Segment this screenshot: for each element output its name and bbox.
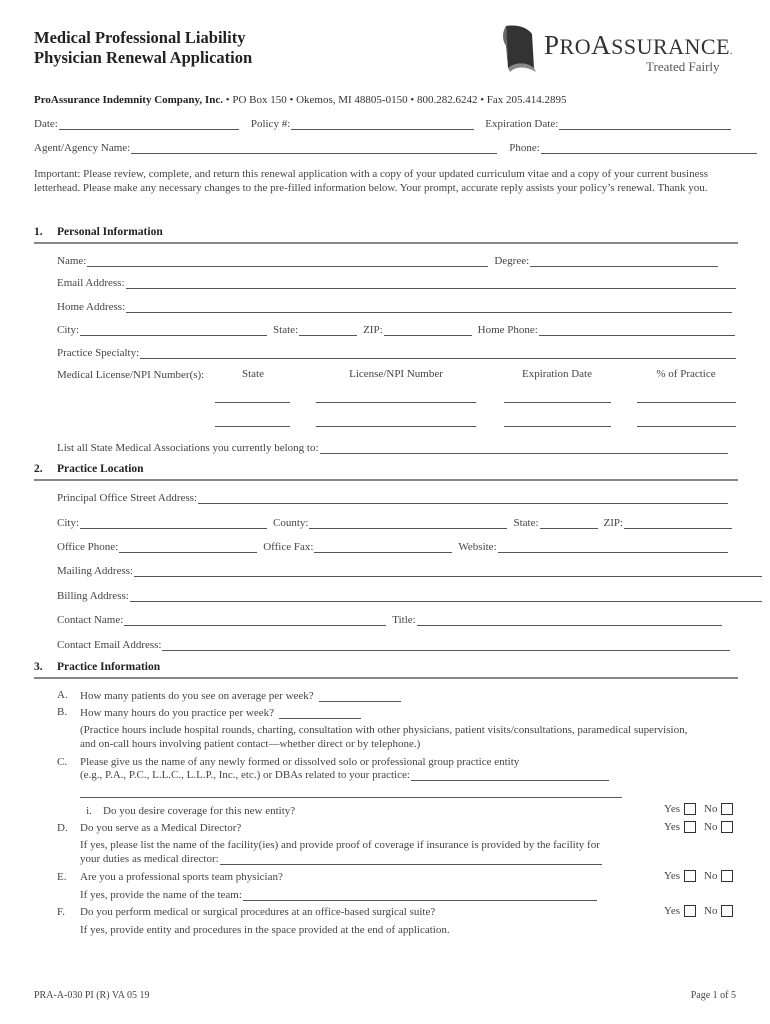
proassurance-logo <box>498 22 748 82</box>
page-number: Page 1 of 5 <box>690 990 736 1001</box>
associations-field[interactable] <box>320 442 728 454</box>
hours-per-week-field[interactable] <box>279 707 361 719</box>
section-2-title: Practice Location <box>57 463 144 475</box>
question-e-letter: E. <box>57 871 67 883</box>
date-field[interactable] <box>59 118 239 130</box>
question-d-no-label: No <box>704 821 718 833</box>
question-f-no-checkbox[interactable] <box>721 905 733 917</box>
date-row <box>34 116 731 130</box>
title-line-2: Physician Renewal Application <box>34 48 253 67</box>
title-field[interactable] <box>417 614 722 626</box>
office-phone-field[interactable] <box>119 541 257 553</box>
city-field-1[interactable] <box>80 324 267 336</box>
specialty-label: Practice Specialty: <box>57 347 140 359</box>
company-info <box>34 94 567 106</box>
section-1-title: Personal Information <box>57 226 163 238</box>
zip-field-2[interactable] <box>624 517 732 529</box>
question-ci-yes-label: Yes <box>664 803 681 815</box>
question-f-letter: F. <box>57 906 65 918</box>
state-field-1[interactable] <box>299 324 357 336</box>
question-d-note-2: your duties as medical director: <box>80 853 219 865</box>
license-number-field-2[interactable] <box>316 425 476 427</box>
zip-label-2: ZIP: <box>603 517 624 529</box>
question-d-letter: D. <box>57 822 68 834</box>
patients-per-week-field[interactable] <box>319 690 401 702</box>
office-address-row <box>57 490 728 504</box>
office-fax-label: Office Fax: <box>263 541 314 553</box>
degree-label: Degree: <box>494 255 530 267</box>
question-f-text: Do you perform medical or surgical procedures at an office-based surgical suite? <box>80 906 436 918</box>
policy-label: Policy #: <box>250 118 291 130</box>
question-e-no-label: No <box>704 870 718 882</box>
team-name-field[interactable] <box>243 889 597 901</box>
question-ci-no-checkbox[interactable] <box>721 803 733 815</box>
city-label-1: City: <box>57 324 80 336</box>
title-label: Title: <box>392 614 416 626</box>
expiration-field[interactable] <box>559 118 731 130</box>
date-label: Date: <box>34 118 58 130</box>
home-phone-field[interactable] <box>539 324 735 336</box>
license-expiration-field-2[interactable] <box>504 425 611 427</box>
county-field[interactable] <box>309 517 507 529</box>
question-d-note-1: If yes, please list the name of the facility(ies) and provide proof of coverage if insurance is provided by the facility for <box>80 839 600 851</box>
question-ci-no-label: No <box>704 803 718 815</box>
license-number-field-1[interactable] <box>316 401 476 403</box>
city-row-1 <box>57 322 735 336</box>
license-col-expiration: Expiration Date <box>522 368 592 380</box>
office-address-field[interactable] <box>198 492 728 504</box>
zip-label-1: ZIP: <box>363 324 383 336</box>
section-2-number: 2. <box>34 463 43 475</box>
state-label-1: State: <box>273 324 299 336</box>
question-e-row <box>80 887 597 901</box>
question-c-text-2: (e.g., P.A., P.C., L.L.C., L.L.P., Inc., etc.) or DBAs related to your practice: <box>80 769 410 781</box>
section-3-title: Practice Information <box>57 661 161 673</box>
mailing-label: Mailing Address: <box>57 565 134 577</box>
question-e-yes-label: Yes <box>664 870 681 882</box>
agent-field[interactable] <box>131 142 497 154</box>
question-ci-text: Do you desire coverage for this new entity? <box>103 805 296 817</box>
question-d-yes-checkbox[interactable] <box>684 821 696 833</box>
mailing-row <box>57 563 762 577</box>
form-code: PRA-A-030 PI (R) VA 05 19 <box>34 990 150 1001</box>
city-row-2 <box>57 515 732 529</box>
website-label: Website: <box>458 541 497 553</box>
section-2-header <box>34 463 738 481</box>
section-1-header <box>34 226 738 244</box>
office-phone-label: Office Phone: <box>57 541 119 553</box>
license-label: Medical License/NPI Number(s): <box>57 369 205 381</box>
question-ci-options <box>664 803 741 815</box>
license-col-number: License/NPI Number <box>349 368 443 380</box>
medical-director-field[interactable] <box>220 853 602 865</box>
license-col-state: State <box>242 368 264 380</box>
license-percent-field-1[interactable] <box>637 401 736 403</box>
question-a-letter: A. <box>57 689 68 701</box>
expiration-label: Expiration Date: <box>485 118 559 130</box>
city-label-2: City: <box>57 517 80 529</box>
entity-name-field[interactable] <box>411 769 609 781</box>
home-address-row <box>57 299 732 313</box>
agent-label: Agent/Agency Name: <box>34 142 131 154</box>
website-field[interactable] <box>498 541 728 553</box>
question-b-letter: B. <box>57 706 68 718</box>
question-f-note: If yes, provide entity and procedures in the space provided at the end of application. <box>80 924 450 936</box>
associations-row <box>57 440 728 454</box>
phone-field[interactable] <box>541 142 757 154</box>
email-field[interactable] <box>126 277 736 289</box>
degree-field[interactable] <box>530 255 718 267</box>
question-e-text: Are you a professional sports team physician? <box>80 871 283 883</box>
section-3-header <box>34 661 738 679</box>
contact-name-field[interactable] <box>124 614 386 626</box>
question-b-row <box>80 705 361 719</box>
contact-email-row <box>57 637 730 651</box>
license-col-percent: % of Practice <box>656 368 716 380</box>
question-d-no-checkbox[interactable] <box>721 821 733 833</box>
logo-tagline: Treated Fairly <box>646 59 720 74</box>
office-phone-row <box>57 539 728 553</box>
question-e-options <box>664 870 741 882</box>
entity-name-field-2[interactable] <box>80 796 622 798</box>
question-ci-yes-checkbox[interactable] <box>684 803 696 815</box>
city-field-2[interactable] <box>80 517 267 529</box>
question-ci-letter: i. <box>86 805 92 817</box>
contact-row <box>57 612 722 626</box>
email-label: Email Address: <box>57 277 125 289</box>
name-field[interactable] <box>87 255 488 267</box>
email-row <box>57 275 736 289</box>
question-d-text: Do you serve as a Medical Director? <box>80 822 242 834</box>
title-line-1: Medical Professional Liability <box>34 28 246 47</box>
question-a-text: How many patients do you see on average per week? <box>80 690 314 702</box>
billing-row <box>57 588 762 602</box>
state-label-2: State: <box>513 517 539 529</box>
question-e-no-checkbox[interactable] <box>721 870 733 882</box>
billing-label: Billing Address: <box>57 590 129 602</box>
section-1-number: 1. <box>34 226 43 238</box>
specialty-field[interactable] <box>140 347 736 359</box>
billing-field[interactable] <box>130 590 762 602</box>
question-c-letter: C. <box>57 756 68 768</box>
home-address-field[interactable] <box>126 301 732 313</box>
policy-field[interactable] <box>291 118 474 130</box>
office-address-label: Principal Office Street Address: <box>57 492 198 504</box>
question-f-no-label: No <box>704 905 718 917</box>
company-details: • PO Box 150 • Okemos, MI 48805-0150 • 800.282.6242 • Fax 205.414.2895 <box>222 94 567 106</box>
contact-email-field[interactable] <box>162 639 730 651</box>
question-f-options <box>664 905 741 917</box>
question-d-yes-label: Yes <box>664 821 681 833</box>
logo-swoosh-icon <box>498 22 542 74</box>
license-state-field-2[interactable] <box>215 425 290 427</box>
state-field-2[interactable] <box>540 517 598 529</box>
contact-name-label: Contact Name: <box>57 614 124 626</box>
license-expiration-field-1[interactable] <box>504 401 611 403</box>
license-state-field-1[interactable] <box>215 401 290 403</box>
zip-field-1[interactable] <box>384 324 472 336</box>
question-f-yes-checkbox[interactable] <box>684 905 696 917</box>
company-name: ProAssurance Indemnity Company, Inc. <box>34 94 223 106</box>
question-b-text: How many hours do you practice per week? <box>80 707 274 719</box>
name-row <box>57 253 718 267</box>
county-label: County: <box>273 517 309 529</box>
contact-email-label: Contact Email Address: <box>57 639 162 651</box>
phone-label: Phone: <box>509 142 540 154</box>
section-3-number: 3. <box>34 661 43 673</box>
question-e-yes-checkbox[interactable] <box>684 870 696 882</box>
question-a-row <box>80 688 401 702</box>
question-e-note: If yes, provide the name of the team: <box>80 889 242 901</box>
name-label: Name: <box>57 255 87 267</box>
office-fax-field[interactable] <box>314 541 452 553</box>
agent-row <box>34 140 757 154</box>
mailing-field[interactable] <box>134 565 762 577</box>
question-d-options <box>664 821 741 833</box>
form-title <box>34 28 252 68</box>
question-d-row <box>80 851 602 865</box>
home-address-label: Home Address: <box>57 301 126 313</box>
logo-wordmark: PROASSURANCE. <box>544 30 734 60</box>
intro-text: Important: Please review, complete, and return this renewal application with a copy of your updated curriculum vitae and a copy of your current business letterhead. Please make any necessary changes to the pre-filled information below. Your prompt, accurate reply assists your policy’s renewal. Thank you. <box>34 168 709 194</box>
specialty-row <box>57 345 736 359</box>
license-percent-field-2[interactable] <box>637 425 736 427</box>
question-b-note-1: (Practice hours include hospital rounds, charting, consultation with other physicians, patient visits/consultations, paramedical supervision, <box>80 724 688 736</box>
question-f-yes-label: Yes <box>664 905 681 917</box>
question-c-text-1: Please give us the name of any newly formed or dissolved solo or professional group practice entity <box>80 756 520 768</box>
question-b-note-2: and on-call hours involving patient contact—whether direct or by telephone.) <box>80 738 421 750</box>
associations-label: List all State Medical Associations you currently belong to: <box>57 442 319 454</box>
home-phone-label: Home Phone: <box>477 324 538 336</box>
question-c-row <box>80 767 609 781</box>
